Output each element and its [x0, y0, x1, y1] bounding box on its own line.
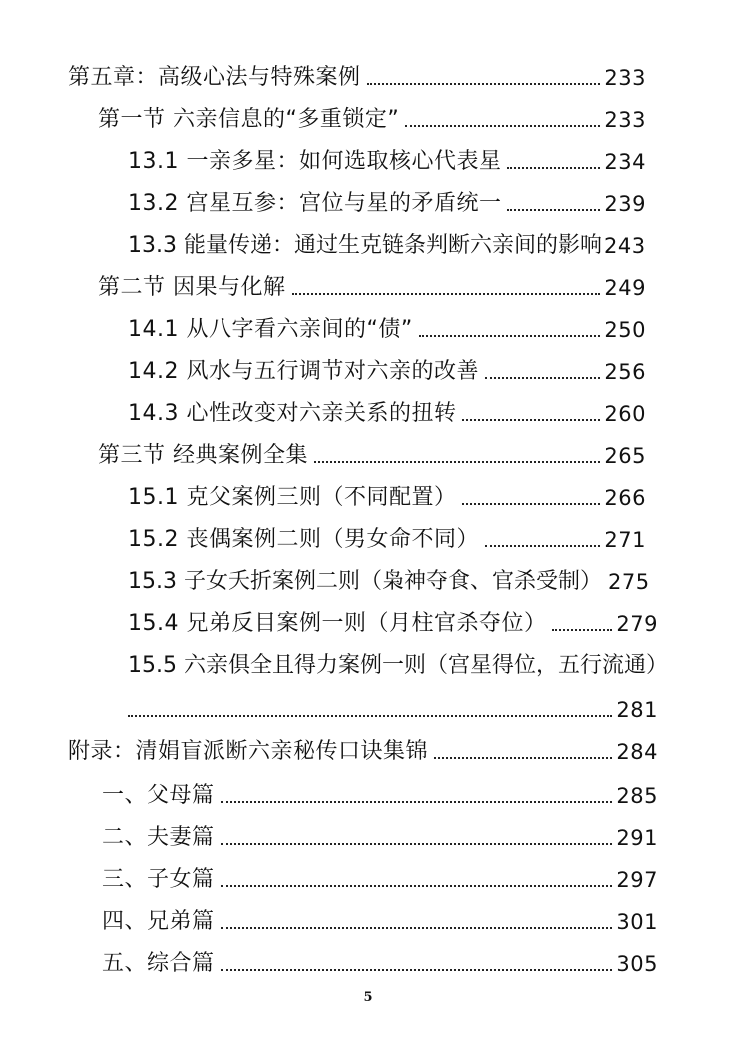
toc-entry-chapter5[interactable] — [68, 62, 646, 92]
toc-entry-15-5-title[interactable]: 15.5 六亲俱全且得力案例一则（宫星得位，五行流通） — [128, 653, 668, 678]
toc-entry-14-3[interactable] — [128, 398, 646, 428]
toc-entry-page: 256 — [604, 360, 646, 384]
toc-entry-page: 250 — [604, 318, 646, 342]
toc-entry-page: 297 — [616, 868, 658, 892]
toc-entry-page: 271 — [604, 528, 646, 552]
toc-leader-dots — [552, 629, 612, 631]
toc-leader-dots — [462, 503, 600, 505]
toc-leader-dots — [462, 419, 600, 421]
toc-leader-dots — [405, 125, 600, 127]
toc-entry-title: 14.2 风水与五行调节对六亲的改善 — [128, 359, 479, 384]
toc-entry-section1[interactable] — [98, 104, 646, 134]
toc-leader-dots — [367, 83, 601, 85]
toc-leader-dots — [292, 293, 601, 295]
toc-leader-dots — [221, 969, 613, 971]
toc-entry-page: 284 — [616, 740, 658, 764]
toc-entry-page: 243 — [603, 234, 646, 258]
footer-page-number: 5 — [363, 990, 373, 1005]
toc-leader-dots — [128, 715, 612, 717]
toc-entry-title: 第一节 六亲信息的“多重锁定” — [98, 107, 400, 132]
toc-entry-15-2[interactable] — [128, 524, 646, 554]
toc-entry-page: 305 — [616, 952, 658, 976]
toc-entry-15-5[interactable] — [128, 694, 658, 724]
toc-entry-title: 15.1 克父案例三则（不同配置） — [128, 485, 457, 510]
toc-leader-dots — [314, 461, 600, 463]
toc-entry-title: 三、子女篇 — [102, 867, 215, 892]
toc-entry-15-4[interactable] — [128, 608, 658, 638]
toc-entry-page: 265 — [604, 444, 646, 468]
toc-entry-page: 291 — [616, 826, 658, 850]
toc-entry-page: 249 — [604, 276, 646, 300]
toc-entry-page: 301 — [616, 910, 658, 934]
toc-entry-title: 四、兄弟篇 — [102, 909, 215, 934]
toc-entry-page: 239 — [604, 192, 646, 216]
toc-entry-title: 15.3 子女夭折案例二则（枭神夺食、官杀受制） — [128, 569, 602, 594]
toc-leader-dots — [221, 801, 613, 803]
toc-entry-title: 14.3 心性改变对六亲关系的扭转 — [128, 401, 457, 426]
toc-entry-page: 281 — [616, 698, 658, 722]
toc-leader-dots — [485, 377, 600, 379]
toc-entry-page: 266 — [604, 486, 646, 510]
toc-entry-title: 13.2 宫星互参：宫位与星的矛盾统一 — [128, 191, 502, 216]
toc-entry-13-3[interactable] — [128, 230, 646, 260]
toc-entry-page: 233 — [604, 66, 646, 90]
toc-entry-15-3[interactable] — [128, 566, 658, 596]
toc-entry-title: 15.2 丧偶案例二则（男女命不同） — [128, 527, 479, 552]
toc-leader-dots — [507, 209, 600, 211]
toc-entry-page: 275 — [607, 570, 650, 594]
toc-leader-dots — [221, 927, 613, 929]
toc-entry-title: 13.1 一亲多星：如何选取核心代表星 — [128, 149, 502, 174]
toc-entry-spouses[interactable] — [102, 822, 658, 852]
toc-entry-page: 285 — [616, 784, 658, 808]
toc-entry-children[interactable] — [102, 864, 658, 894]
toc-entry-section2[interactable] — [98, 272, 646, 302]
toc-entry-title: 第二节 因果与化解 — [98, 275, 286, 300]
toc-entry-title: 第三节 经典案例全集 — [98, 443, 308, 468]
toc-leader-dots — [434, 757, 612, 759]
toc-entry-title: 二、夫妻篇 — [102, 825, 215, 850]
toc-entry-title: 附录：清娟盲派断六亲秘传口诀集锦 — [68, 739, 429, 764]
toc-entry-page: 260 — [604, 402, 646, 426]
toc-entry-parents[interactable] — [102, 780, 658, 810]
toc-entry-title: 一、父母篇 — [102, 783, 215, 808]
toc-entry-13-2[interactable] — [128, 188, 646, 218]
toc-entry-appendix[interactable] — [68, 736, 658, 766]
toc-entry-page: 279 — [616, 612, 658, 636]
toc-leader-dots — [221, 843, 613, 845]
toc-leader-dots — [419, 335, 601, 337]
toc-entry-14-1[interactable] — [128, 314, 646, 344]
toc-entry-title: 五、综合篇 — [102, 951, 215, 976]
toc-entry-title: 14.1 从八字看六亲间的“债” — [128, 317, 413, 342]
toc-entry-title: 15.4 兄弟反目案例一则（月柱官杀夺位） — [128, 611, 547, 636]
toc-leader-dots — [507, 167, 600, 169]
toc-entry-13-1[interactable] — [128, 146, 646, 176]
toc-entry-general[interactable] — [102, 948, 658, 978]
toc-entry-title: 13.3 能量传递：通过生克链条判断六亲间的影响 — [128, 233, 602, 258]
toc-entry-14-2[interactable] — [128, 356, 646, 386]
toc-entry-siblings[interactable] — [102, 906, 658, 936]
toc-leader-dots — [221, 885, 613, 887]
toc-entry-title: 第五章：高级心法与特殊案例 — [68, 65, 361, 90]
toc-leader-dots — [485, 545, 600, 547]
toc-entry-15-1[interactable] — [128, 482, 646, 512]
toc-entry-page: 233 — [604, 108, 646, 132]
toc-entry-page: 234 — [604, 150, 646, 174]
toc-entry-section3[interactable] — [98, 440, 646, 470]
